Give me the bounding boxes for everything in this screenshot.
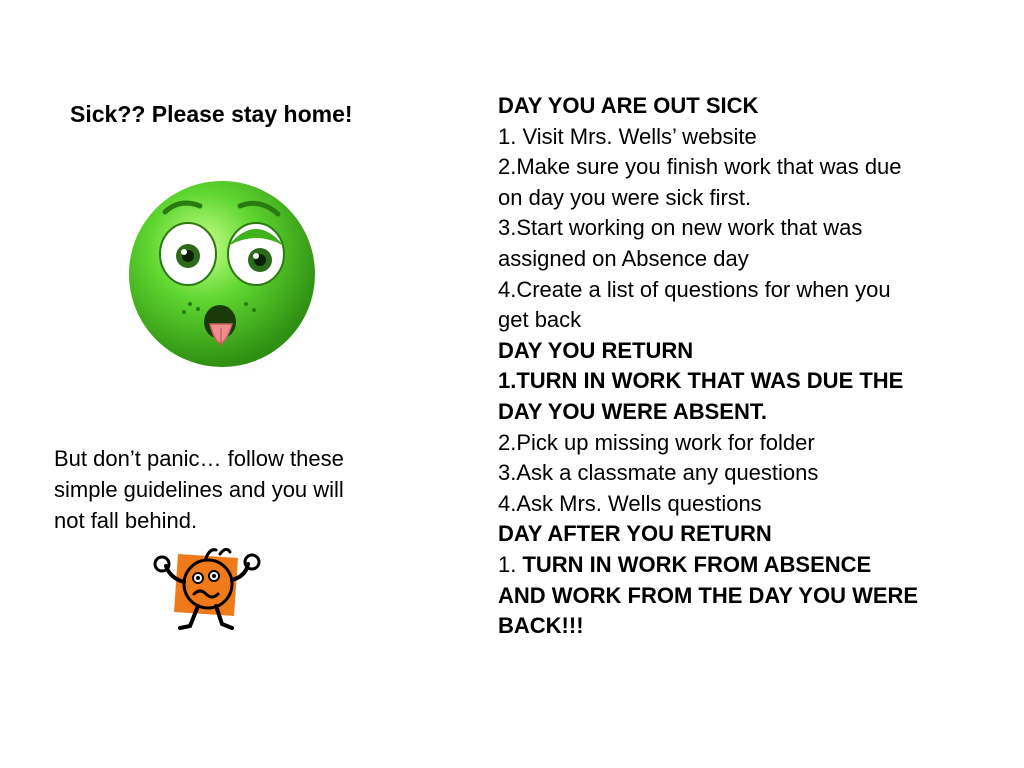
instruction-line: get back	[498, 307, 582, 333]
sick-heading: Sick?? Please stay home!	[70, 101, 353, 127]
section-heading-return: DAY YOU RETURN	[498, 337, 694, 363]
instruction-line: on day you were sick first.	[498, 184, 752, 210]
panic-line: But don’t panic… follow these	[54, 446, 344, 471]
instruction-line: 4.Ask Mrs. Wells questions	[498, 490, 762, 516]
instruction-line: BACK!!!	[498, 613, 584, 639]
sick-face-icon	[120, 172, 330, 387]
instruction-line	[498, 550, 998, 581]
instruction-bold-text: TURN IN WORK FROM ABSENCE	[522, 551, 872, 577]
item-number: 1.	[498, 551, 523, 577]
instructions	[498, 91, 998, 642]
panic-line: not fall behind.	[54, 508, 198, 533]
instruction-line: 3.Ask a classmate any questions	[498, 460, 819, 486]
instruction-line: AND WORK FROM THE DAY YOU WERE	[498, 582, 919, 608]
instruction-line: 3.Start working on new work that was	[498, 215, 863, 241]
panic-line: simple guidelines and you will	[54, 477, 344, 502]
panic-text	[54, 443, 434, 536]
section-heading-after-return: DAY AFTER YOU RETURN	[498, 521, 772, 547]
panic-figure-icon	[150, 544, 264, 636]
instruction-line: 2.Make sure you finish work that was due	[498, 154, 902, 180]
instruction-line: 4.Create a list of questions for when you	[498, 276, 891, 302]
instruction-line: 2.Pick up missing work for folder	[498, 429, 815, 455]
instruction-line: DAY YOU WERE ABSENT.	[498, 398, 767, 424]
instruction-line: 1.TURN IN WORK THAT WAS DUE THE	[498, 368, 904, 394]
instruction-line: 1. Visit Mrs. Wells’ website	[498, 123, 757, 149]
instruction-line: assigned on Absence day	[498, 245, 749, 271]
section-heading-out-sick: DAY YOU ARE OUT SICK	[498, 93, 759, 118]
